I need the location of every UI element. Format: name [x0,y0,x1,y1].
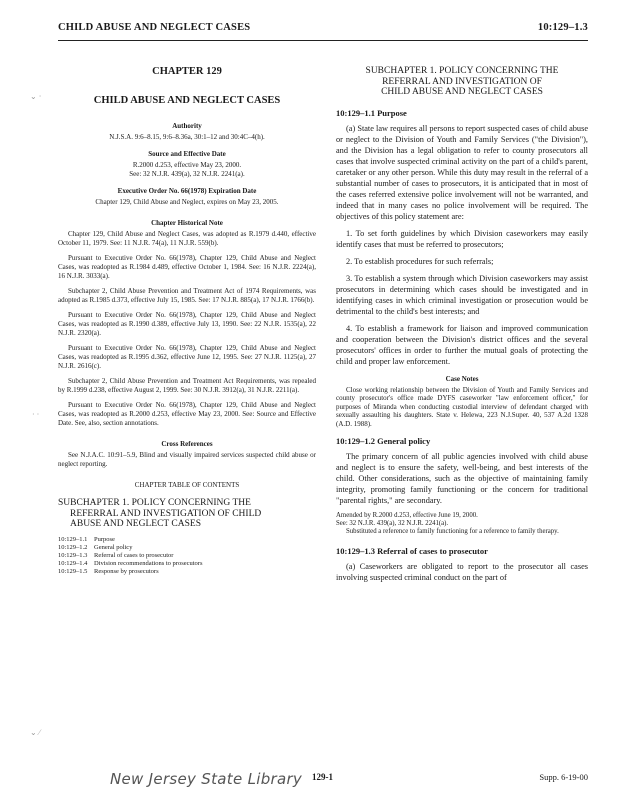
margin-mark: · · [32,410,40,419]
authority-heading: Authority [172,122,202,130]
purpose-item: 1. To set forth guidelines by which Division caseworkers may easily identify cases that must be referred to prosecutors; [336,228,588,249]
purpose-item: 4. To establish a framework for liaison and improved communication and cooperation between the Division's district offices and the several prosecutors' offices in order to further the mutual goals of protecting the child and proper law enforcement. [336,323,588,366]
source-text: See: 32 N.J.R. 439(a), 32 N.J.R. 2241(a). [129,170,245,178]
toc-item[interactable]: 10:129–1.5 Response by prosecutors [58,567,159,575]
footer [58,770,588,790]
amendment-note: See: 32 N.J.R. 439(a), 32 N.J.R. 2241(a). [336,520,449,527]
toc-heading: CHAPTER TABLE OF CONTENTS [134,481,240,489]
eo-text: Chapter 129, Child Abuse and Neglect, expires on May 23, 2005. [95,198,279,206]
header-title: CHILD ABUSE AND NEGLECT CASES [58,22,251,33]
history-note: Subchapter 2, Child Abuse Prevention and Treatment Act Requirements, was repealed by R.1999 d.238, effective August 2, 1999. See: 30 N.J.R. 3912(a), 31 N.J.R. 2211(a). [58,377,316,394]
left-column [58,66,316,576]
section-heading-purpose: 10:129–1.1 Purpose [336,107,407,118]
section-heading-referral: 10:129–1.3 Referral of cases to prosecutor [336,546,488,556]
toc-item[interactable]: 10:129–1.3 Referral of cases to prosecutor [58,551,174,559]
eo-heading: Executive Order No. 66(1978) Expiration Date [117,187,257,195]
history-note: Pursuant to Executive Order No. 66(1978), Chapter 129, Child Abuse and Neglect Cases, was readopted as R.1984 d.489, effective October 1, 1984. See: 16 N.J.R. 2224(a), 16 N.J.R. 3033(a). [58,254,316,280]
source-text: R.2000 d.253, effective May 23, 2000. [132,161,242,169]
case-notes-heading: Case Notes [445,374,479,383]
general-policy-text: The primary concern of all public agencies involved with child abuse and neglect is to ensure the safety, well-being, and best interests of the child. Other considerations, such as the objective of maintaining family integrity, promoting family functioning or the concern for traditional "parental rights," are secondary. [336,452,588,505]
purpose-item: 2. To establish procedures for such referrals; [346,256,494,266]
page-number: 129-1 [312,772,333,782]
history-note: Pursuant to Executive Order No. 66(1978), Chapter 129, Child Abuse and Neglect Cases, was readopted as R.1995 d.362, effective June 12, 1995. See: 27 N.J.R. 1125(a), 27 N.J.R. 2616(c). [58,344,316,370]
toc-item[interactable]: 10:129–1.4 Division recommendations to prosecutors [58,559,203,567]
chapter-number: CHAPTER 129 [152,66,222,77]
history-heading: Chapter Historical Note [151,219,223,227]
purpose-text: (a) State law requires all persons to report suspected cases of child abuse or neglect to the Division of Youth and Family Services ("the Division"), and the Division has a legal obligation to refer to county prosecutors all cases that involve suspected criminal activity on the part of a child's parent, caretaker or any other person. While this duty may result in the referral of a substantial number of cases to prosecutors, it is anticipated that in most of the cases referred extensive police involvement will not be warranted, and indeed that in many cases no police involvement will be required. The objectives of this policy statement are: [336,123,588,221]
history-note: Pursuant to Executive Order No. 66(1978), Chapter 129, Child Abuse and Neglect Cases, was readopted as R.1990 d.389, effective July 13, 1990. See: 22 N.J.R. 1535(a), 22 N.J.R. 2320(a). [58,311,316,337]
toc-item[interactable]: 10:129–1.2 General policy [58,543,133,551]
subchapter-title: SUBCHAPTER 1. POLICY CONCERNING THE REFERRAL AND INVESTIGATION OF CHILD ABUSE AND NEGLECT CASES [365,66,559,97]
toc-item[interactable]: 10:129–1.1 Purpose [58,535,115,543]
source-heading: Source and Effective Date [148,150,226,158]
history-note: Pursuant to Executive Order No. 66(1978), Chapter 129, Child Abuse and Neglect Cases, was readopted as R.2000 d.253, effective May 23, 2000. See: Source and Effective Date. See, also, section annotations. [58,401,316,427]
right-column [336,66,588,589]
history-note: Chapter 129, Child Abuse and Neglect Cases, was adopted as R.1979 d.440, effective October 11, 1979. See: 11 N.J.R. 74(a), 11 N.J.R. 559(b). [58,230,316,247]
toc-subchapter: SUBCHAPTER 1. POLICY CONCERNING THE REFERRAL AND INVESTIGATION OF CHILD ABUSE AND NEGLECT CASES [58,498,262,529]
cross-ref-text: See N.J.A.C. 10:91–5.9, Blind and visually impaired services suspected child abuse or neglect reporting. [58,451,316,468]
cross-ref-heading: Cross References [161,440,213,448]
toc-list [58,536,316,576]
purpose-item: 3. To establish a system through which Division caseworkers may assist prosecutors in determining which cases should be investigated and in identifying cases in which criminal investigation or prosecution would be detrimental to the child's best interests; and [336,273,588,316]
section-heading-general-policy: 10:129–1.2 General policy [336,436,431,446]
margin-mark: ⌄ · [30,92,42,101]
margin-mark: ⌄ ⁄ [30,728,41,737]
case-notes-text: Close working relationship between the Division of Youth and Family Services and county prosecutor's office made DYFS caseworker "law enforcement officer," for purposes of Miranda when conducting custodial interview of defendant charged with sexually assaulting his daughters. State v. Helewa, 223 N.J.Super. 40, 537 A.2d 1328 (A.D. 1988). [336,385,588,428]
chapter-title: CHILD ABUSE AND NEGLECT CASES [93,95,281,106]
authority-text: N.J.S.A. 9:6–8.15, 9:6–8.36a, 30:1–12 and 30:4C–4(h). [109,133,265,141]
library-watermark: New Jersey State Library [110,770,303,788]
amendment-note: Substituted a reference to family functioning for a reference to family therapy. [346,528,559,535]
amendment-note: Amended by R.2000 d.253, effective June 19, 2000. [336,512,478,519]
supplement-date: Supp. 6-19-00 [539,772,588,782]
referral-text: (a) Caseworkers are obligated to report to the prosecutor all cases involving suspected criminal conduct on the part of [336,562,588,582]
header-section: 10:129–1.3 [537,22,588,33]
history-note: Subchapter 2, Child Abuse Prevention and Treatment Act of 1974 Requirements, was adopted as R.1985 d.373, effective July 15, 1985. See: 17 N.J.R. 885(a), 17 N.J.R. 1766(b). [58,287,316,304]
running-header [58,22,588,41]
